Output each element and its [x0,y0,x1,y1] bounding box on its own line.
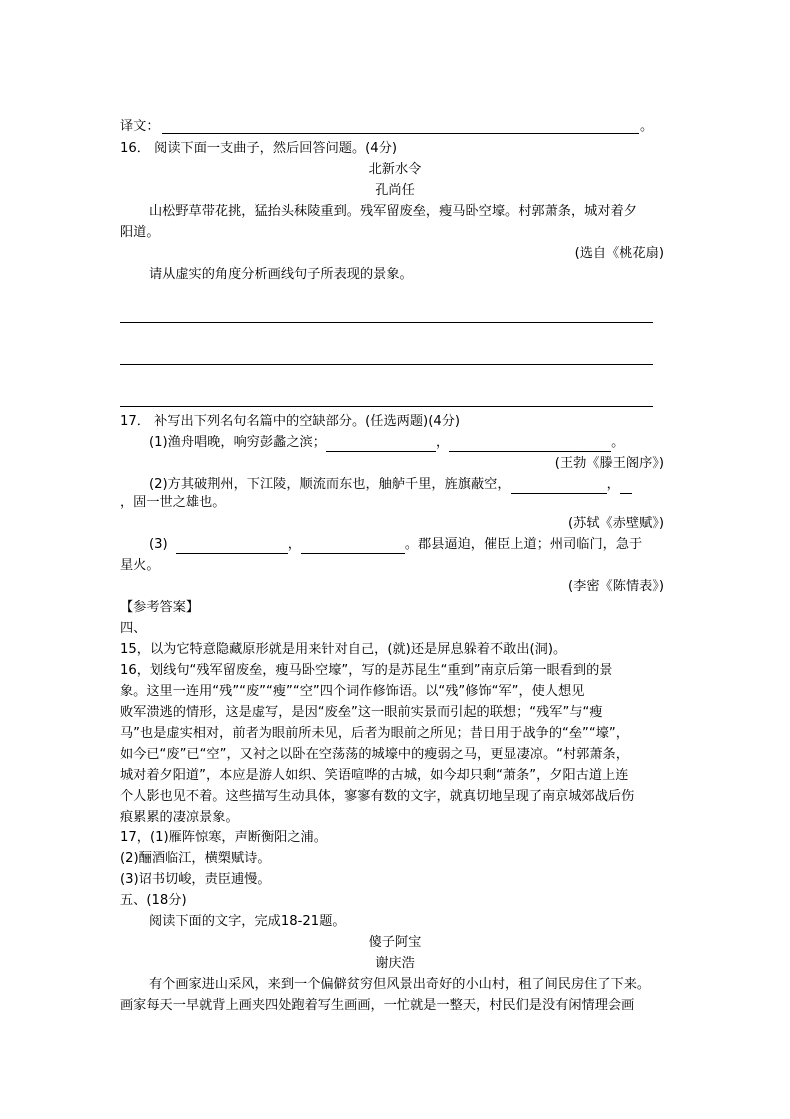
q16-source: (选自《桃花扇) [574,246,664,261]
q17-item3-sep: ， [287,537,301,552]
section5-instruction: 阅读下面的文字，完成18-21题。 [149,914,346,929]
answer-16-line: 个人影也见不着。这些描写生动具体，寥寥有数的文字，就真切地呈现了南京城郊战后伤 [120,789,635,804]
q17-item1 [149,434,624,452]
q17-item1-sep: ， [435,435,450,450]
answers-heading: 【参考答案】 [120,600,200,615]
answer-16-line: 败军溃逃的情形，这是虚写，是因“废垒”这一眼前实景而引起的联想；“残军”与“瘦 [120,705,603,720]
q17-item1-end: 。 [611,435,625,450]
answer-16-line: 痕累累的凄凉景象。 [120,810,239,825]
q17-item3-rest: 。郡县逼迫，催臣上道；州司临门，急于 [404,537,643,552]
q16-prompt: 16． 阅读下面一支曲子，然后回答问题。(4分) [120,141,398,156]
q16-answer-line-1[interactable] [120,322,653,323]
answer-16-line: 16，划线句“残军留废垒，瘦马卧空壕”，写的是苏昆生“重到”南京后第一眼看到的景 [120,663,613,678]
translation-line [120,118,160,136]
q17-item1-blank-1[interactable] [326,437,436,452]
q17-item2-sep: ， [606,477,620,492]
answer-17-3: (3)诏书切峻，责臣逋慢。 [120,872,271,887]
answer-16-line: 如今已“废”已“空”，又衬之以卧在空荡荡的城壕中的瘦弱之马，更显凄凉。“村郭萧条， [120,747,629,762]
q16-poem-line1: 山松野草带花挑，猛抬头秣陵重到。残军留废垒，瘦马卧空壕。村郭萧条，城对着夕 [149,204,637,219]
q17-prompt: 17． 补写出下列名句名篇中的空缺部分。(任选两题)(4分) [120,414,461,429]
q16-instruction: 请从虚实的角度分析画线句子所表现的景象。 [149,267,413,282]
section4-heading: 四、 [120,621,147,636]
story-title: 傻子阿宝 [368,935,422,950]
answer-16-line: 象。这里一连用“残”“废”“瘦”“空”四个词作修饰语。以“残”修饰“军”，使人想见 [120,684,585,699]
q16-answer-line-2[interactable] [120,364,653,365]
q17-item2-blank-1[interactable] [511,479,607,494]
q17-item2-blank-2[interactable] [620,479,632,494]
q17-item2-cont: ，固一世之雄也。 [120,495,226,510]
q17-item2-source: (苏轼《赤壁赋》) [567,516,664,531]
story-line-1: 有个画家进山采风，来到一个偏僻贫穷但风景出奇好的小山村，租了间民房住了下来。 [149,977,651,992]
answer-17-1: 17，(1)雁阵惊寒，声断衡阳之浦。 [120,830,327,845]
q17-item3-blank-2[interactable] [301,539,405,554]
q17-item3-blank-1[interactable] [176,539,288,554]
section5-heading: 五、(18分) [120,893,187,908]
answer-17-2: (2)酾酒临江，横槊赋诗。 [120,851,271,866]
q17-item1-prefix: (1)渔舟唱晚，响穷彭蠡之滨； [149,435,326,450]
q17-item2 [149,476,632,494]
q17-item2-text: (2)方其破荆州，下江陵，顺流而东也，舳舻千里，旌旗蔽空， [149,477,511,492]
answer-16-line: 马”也是虚实相对，前者为眼前所未见，后者为眼前之所见；昔日用于战争的“垒”“壕”， [120,726,629,741]
answer-15: 15，以为它特意隐藏原形就是用来针对自己，(就)还是屏息躲着不敢出(洞)。 [120,642,567,657]
q16-poem-line2: 阳道。 [120,225,160,240]
q17-item1-blank-2[interactable] [449,437,611,452]
q16-title: 北新水令 [368,162,422,177]
translation-label: 译文： [120,119,160,134]
q17-item3-prefix: (3) [149,537,168,552]
translation-end: 。 [640,119,654,134]
q17-item1-source: (王勃《滕王阁序》) [554,456,664,471]
translation-blank[interactable] [162,133,639,134]
story-author: 谢庆浩 [375,956,415,971]
q17-item3 [149,536,642,554]
story-line-2: 画家每天一早就背上画夹四处跑着写生画画，一忙就是一整天，村民们是没有闲情理会画 [120,998,635,1013]
q16-answer-line-3[interactable] [120,406,653,407]
answer-16-line: 城对着夕阳道”，本应是游人如织、笑语喧哗的古城，如今却只剩“萧条”，夕阳古道上连 [120,768,629,783]
q17-item3-source: (李密《陈情表》) [567,579,664,594]
q17-item3-cont: 星火。 [120,558,160,573]
q16-author: 孔尚任 [375,183,415,198]
